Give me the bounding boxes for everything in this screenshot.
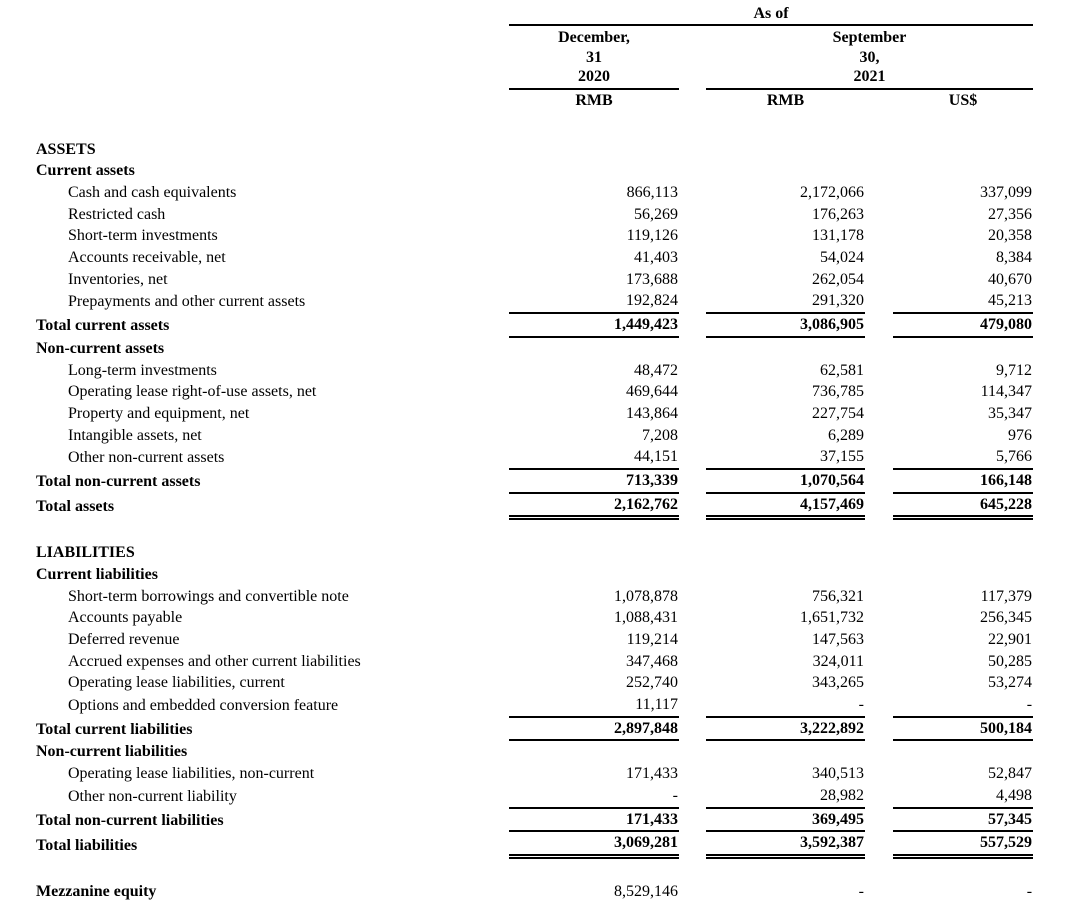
table-row: [36, 542, 1033, 564]
column-gap: [865, 360, 893, 382]
value-cell: 469,644: [509, 381, 679, 403]
value-cell: 22,901: [893, 629, 1033, 651]
value-cell: 3,069,281: [509, 831, 679, 856]
value-cell: 324,011: [706, 651, 865, 673]
row-label: Accounts payable: [36, 607, 509, 629]
spacer-row: [36, 518, 1033, 542]
column-gap: [679, 717, 706, 741]
value-cell: 713,339: [509, 469, 679, 493]
row-label: Accounts receivable, net: [36, 247, 509, 269]
value-cell: -: [706, 694, 865, 717]
empty-cell: [509, 564, 1033, 586]
table-row: [36, 403, 1033, 425]
value-cell: 62,581: [706, 360, 865, 382]
table-row: [36, 493, 1033, 518]
value-cell: 1,449,423: [509, 313, 679, 337]
value-cell: 119,126: [509, 225, 679, 247]
table-row: [36, 139, 1033, 161]
table-row: [36, 425, 1033, 447]
column-gap: [865, 403, 893, 425]
value-cell: 56,269: [509, 204, 679, 226]
value-cell: 171,433: [509, 763, 679, 785]
value-cell: 3,222,892: [706, 717, 865, 741]
table-row: [36, 469, 1033, 493]
column-gap: [679, 25, 706, 89]
value-cell: -: [893, 881, 1033, 902]
value-cell: 41,403: [509, 247, 679, 269]
table-row: [36, 446, 1033, 469]
value-cell: 9,712: [893, 360, 1033, 382]
column-gap: [679, 808, 706, 832]
table-row: [36, 182, 1033, 204]
value-cell: 119,214: [509, 629, 679, 651]
empty-cell: [36, 89, 509, 113]
date-line: 31: [509, 48, 679, 68]
table-row: [36, 808, 1033, 832]
column-gap: [679, 89, 706, 113]
column-gap: [679, 607, 706, 629]
value-cell: 114,347: [893, 381, 1033, 403]
row-label: Current assets: [36, 160, 509, 182]
value-cell: 35,347: [893, 403, 1033, 425]
value-cell: 1,088,431: [509, 607, 679, 629]
row-label: Total non-current liabilities: [36, 808, 509, 832]
currency-header-usd-2021: US$: [893, 89, 1033, 113]
empty-cell: [509, 542, 1033, 564]
empty-cell: [509, 740, 1033, 763]
value-cell: 166,148: [893, 469, 1033, 493]
row-label: Restricted cash: [36, 204, 509, 226]
value-cell: 291,320: [706, 290, 865, 313]
column-gap: [679, 629, 706, 651]
column-gap: [865, 586, 893, 608]
value-cell: 866,113: [509, 182, 679, 204]
value-cell: 6,289: [706, 425, 865, 447]
value-cell: -: [509, 785, 679, 808]
column-gap: [865, 290, 893, 313]
column-gap: [865, 469, 893, 493]
value-cell: 340,513: [706, 763, 865, 785]
value-cell: -: [893, 694, 1033, 717]
value-cell: 50,285: [893, 651, 1033, 673]
table-row: [36, 564, 1033, 586]
value-cell: 117,379: [893, 586, 1033, 608]
column-gap: [865, 831, 893, 856]
value-cell: 20,358: [893, 225, 1033, 247]
value-cell: 756,321: [706, 586, 865, 608]
column-gap: [679, 381, 706, 403]
table-row: [36, 672, 1033, 694]
column-gap: [865, 763, 893, 785]
empty-cell: [36, 25, 509, 89]
column-gap: [865, 182, 893, 204]
column-gap: [865, 881, 893, 902]
row-label: Current liabilities: [36, 564, 509, 586]
row-label: LIABILITIES: [36, 542, 509, 564]
value-cell: 500,184: [893, 717, 1033, 741]
column-gap: [679, 446, 706, 469]
column-gap: [679, 360, 706, 382]
column-gap: [865, 89, 893, 113]
column-gap: [865, 269, 893, 291]
row-label: Non-current liabilities: [36, 740, 509, 763]
table-row: [36, 607, 1033, 629]
value-cell: 479,080: [893, 313, 1033, 337]
column-gap: [865, 247, 893, 269]
value-cell: 11,117: [509, 694, 679, 717]
column-gap: [865, 672, 893, 694]
column-gap: [679, 247, 706, 269]
row-label: Total assets: [36, 493, 509, 518]
header-spacer-row: [36, 113, 1033, 139]
column-gap: [679, 763, 706, 785]
value-cell: 262,054: [706, 269, 865, 291]
date-line: 2021: [706, 67, 1033, 87]
row-label: Total non-current assets: [36, 469, 509, 493]
value-cell: 1,078,878: [509, 586, 679, 608]
value-cell: 5,766: [893, 446, 1033, 469]
column-gap: [865, 785, 893, 808]
column-gap: [865, 651, 893, 673]
value-cell: 45,213: [893, 290, 1033, 313]
table-row: [36, 269, 1033, 291]
value-cell: 736,785: [706, 381, 865, 403]
column-gap: [679, 493, 706, 518]
table-row: [36, 651, 1033, 673]
row-label: Operating lease liabilities, non-current: [36, 763, 509, 785]
value-cell: 173,688: [509, 269, 679, 291]
column-gap: [865, 493, 893, 518]
table-row: [36, 717, 1033, 741]
value-cell: 176,263: [706, 204, 865, 226]
row-label: Prepayments and other current assets: [36, 290, 509, 313]
value-cell: 227,754: [706, 403, 865, 425]
column-gap: [679, 672, 706, 694]
value-cell: 2,897,848: [509, 717, 679, 741]
value-cell: 171,433: [509, 808, 679, 832]
row-label: Short-term investments: [36, 225, 509, 247]
column-gap: [865, 446, 893, 469]
column-gap: [679, 831, 706, 856]
value-cell: 1,070,564: [706, 469, 865, 493]
column-gap: [679, 403, 706, 425]
value-cell: 8,529,146: [509, 881, 679, 902]
column-gap: [679, 586, 706, 608]
table-row: [36, 160, 1033, 182]
value-cell: 28,982: [706, 785, 865, 808]
value-cell: 2,172,066: [706, 182, 865, 204]
column-gap: [865, 717, 893, 741]
value-cell: -: [706, 881, 865, 902]
row-label: Long-term investments: [36, 360, 509, 382]
row-label: Other non-current assets: [36, 446, 509, 469]
value-cell: 131,178: [706, 225, 865, 247]
table-row: [36, 586, 1033, 608]
column-gap: [679, 290, 706, 313]
value-cell: 1,651,732: [706, 607, 865, 629]
balance-sheet-page: [0, 2, 1080, 870]
empty-cell: [36, 2, 509, 25]
empty-cell: [509, 139, 1033, 161]
value-cell: 4,498: [893, 785, 1033, 808]
row-label: Total liabilities: [36, 831, 509, 856]
value-cell: 54,024: [706, 247, 865, 269]
column-gap: [865, 629, 893, 651]
table-row: [36, 881, 1033, 902]
spacer-row: [36, 856, 1033, 880]
value-cell: 40,670: [893, 269, 1033, 291]
column-gap: [865, 808, 893, 832]
value-cell: 3,086,905: [706, 313, 865, 337]
value-cell: 557,529: [893, 831, 1033, 856]
row-label: Property and equipment, net: [36, 403, 509, 425]
value-cell: 7,208: [509, 425, 679, 447]
column-gap: [679, 785, 706, 808]
row-label: Deferred revenue: [36, 629, 509, 651]
period-header-dec-2020: [509, 25, 679, 89]
value-cell: 8,384: [893, 247, 1033, 269]
value-cell: 27,356: [893, 204, 1033, 226]
value-cell: 337,099: [893, 182, 1033, 204]
table-row: [36, 337, 1033, 360]
value-cell: 53,274: [893, 672, 1033, 694]
value-cell: 192,824: [509, 290, 679, 313]
date-line: 30,: [706, 48, 1033, 68]
column-gap: [865, 225, 893, 247]
column-gap: [679, 204, 706, 226]
table-row: [36, 740, 1033, 763]
row-label: ASSETS: [36, 139, 509, 161]
empty-cell: [509, 160, 1033, 182]
row-label: Cash and cash equivalents: [36, 182, 509, 204]
statement-body: [36, 139, 1033, 902]
header-dates-row: [36, 25, 1033, 89]
empty-cell: [36, 856, 509, 880]
empty-cell: [36, 518, 509, 542]
table-row: [36, 204, 1033, 226]
table-row: [36, 360, 1033, 382]
column-gap: [679, 269, 706, 291]
value-cell: 48,472: [509, 360, 679, 382]
row-label: Inventories, net: [36, 269, 509, 291]
empty-cell: [509, 856, 1033, 880]
value-cell: 143,864: [509, 403, 679, 425]
as-of-header: As of: [509, 2, 1033, 25]
value-cell: 256,345: [893, 607, 1033, 629]
column-gap: [679, 313, 706, 337]
column-gap: [865, 381, 893, 403]
column-gap: [679, 469, 706, 493]
row-label: Intangible assets, net: [36, 425, 509, 447]
value-cell: 2,162,762: [509, 493, 679, 518]
table-row: [36, 247, 1033, 269]
value-cell: 57,345: [893, 808, 1033, 832]
row-label: Options and embedded conversion feature: [36, 694, 509, 717]
value-cell: 976: [893, 425, 1033, 447]
table-row: [36, 763, 1033, 785]
table-row: [36, 225, 1033, 247]
row-label: Operating lease right-of-use assets, net: [36, 381, 509, 403]
value-cell: 52,847: [893, 763, 1033, 785]
column-gap: [865, 425, 893, 447]
value-cell: 44,151: [509, 446, 679, 469]
empty-cell: [509, 337, 1033, 360]
empty-cell: [36, 113, 1033, 139]
row-label: Mezzanine equity: [36, 881, 509, 902]
row-label: Total current liabilities: [36, 717, 509, 741]
empty-cell: [509, 518, 1033, 542]
column-gap: [679, 225, 706, 247]
currency-header-rmb-2020: RMB: [509, 89, 679, 113]
value-cell: 3,592,387: [706, 831, 865, 856]
period-header-sep-2021: [706, 25, 1033, 89]
row-label: Short-term borrowings and convertible note: [36, 586, 509, 608]
table-row: [36, 831, 1033, 856]
column-gap: [865, 607, 893, 629]
header-asof-row: [36, 2, 1033, 25]
table-row: [36, 381, 1033, 403]
column-gap: [679, 182, 706, 204]
row-label: Operating lease liabilities, current: [36, 672, 509, 694]
currency-header-rmb-2021: RMB: [706, 89, 865, 113]
header-units-row: [36, 89, 1033, 113]
column-gap: [679, 694, 706, 717]
date-line: 2020: [509, 67, 679, 87]
value-cell: 147,563: [706, 629, 865, 651]
value-cell: 369,495: [706, 808, 865, 832]
value-cell: 645,228: [893, 493, 1033, 518]
date-line: September: [706, 28, 1033, 48]
column-gap: [865, 204, 893, 226]
row-label: Non-current assets: [36, 337, 509, 360]
column-gap: [679, 425, 706, 447]
table-row: [36, 290, 1033, 313]
column-gap: [865, 313, 893, 337]
table-row: [36, 313, 1033, 337]
date-line: December,: [509, 28, 679, 48]
column-gap: [679, 881, 706, 902]
column-gap: [679, 651, 706, 673]
row-label: Other non-current liability: [36, 785, 509, 808]
financial-statement-table: [36, 2, 1033, 902]
table-row: [36, 785, 1033, 808]
value-cell: 343,265: [706, 672, 865, 694]
value-cell: 347,468: [509, 651, 679, 673]
value-cell: 4,157,469: [706, 493, 865, 518]
table-row: [36, 629, 1033, 651]
row-label: Accrued expenses and other current liabilities: [36, 651, 509, 673]
table-row: [36, 694, 1033, 717]
column-gap: [865, 694, 893, 717]
row-label: Total current assets: [36, 313, 509, 337]
value-cell: 252,740: [509, 672, 679, 694]
value-cell: 37,155: [706, 446, 865, 469]
